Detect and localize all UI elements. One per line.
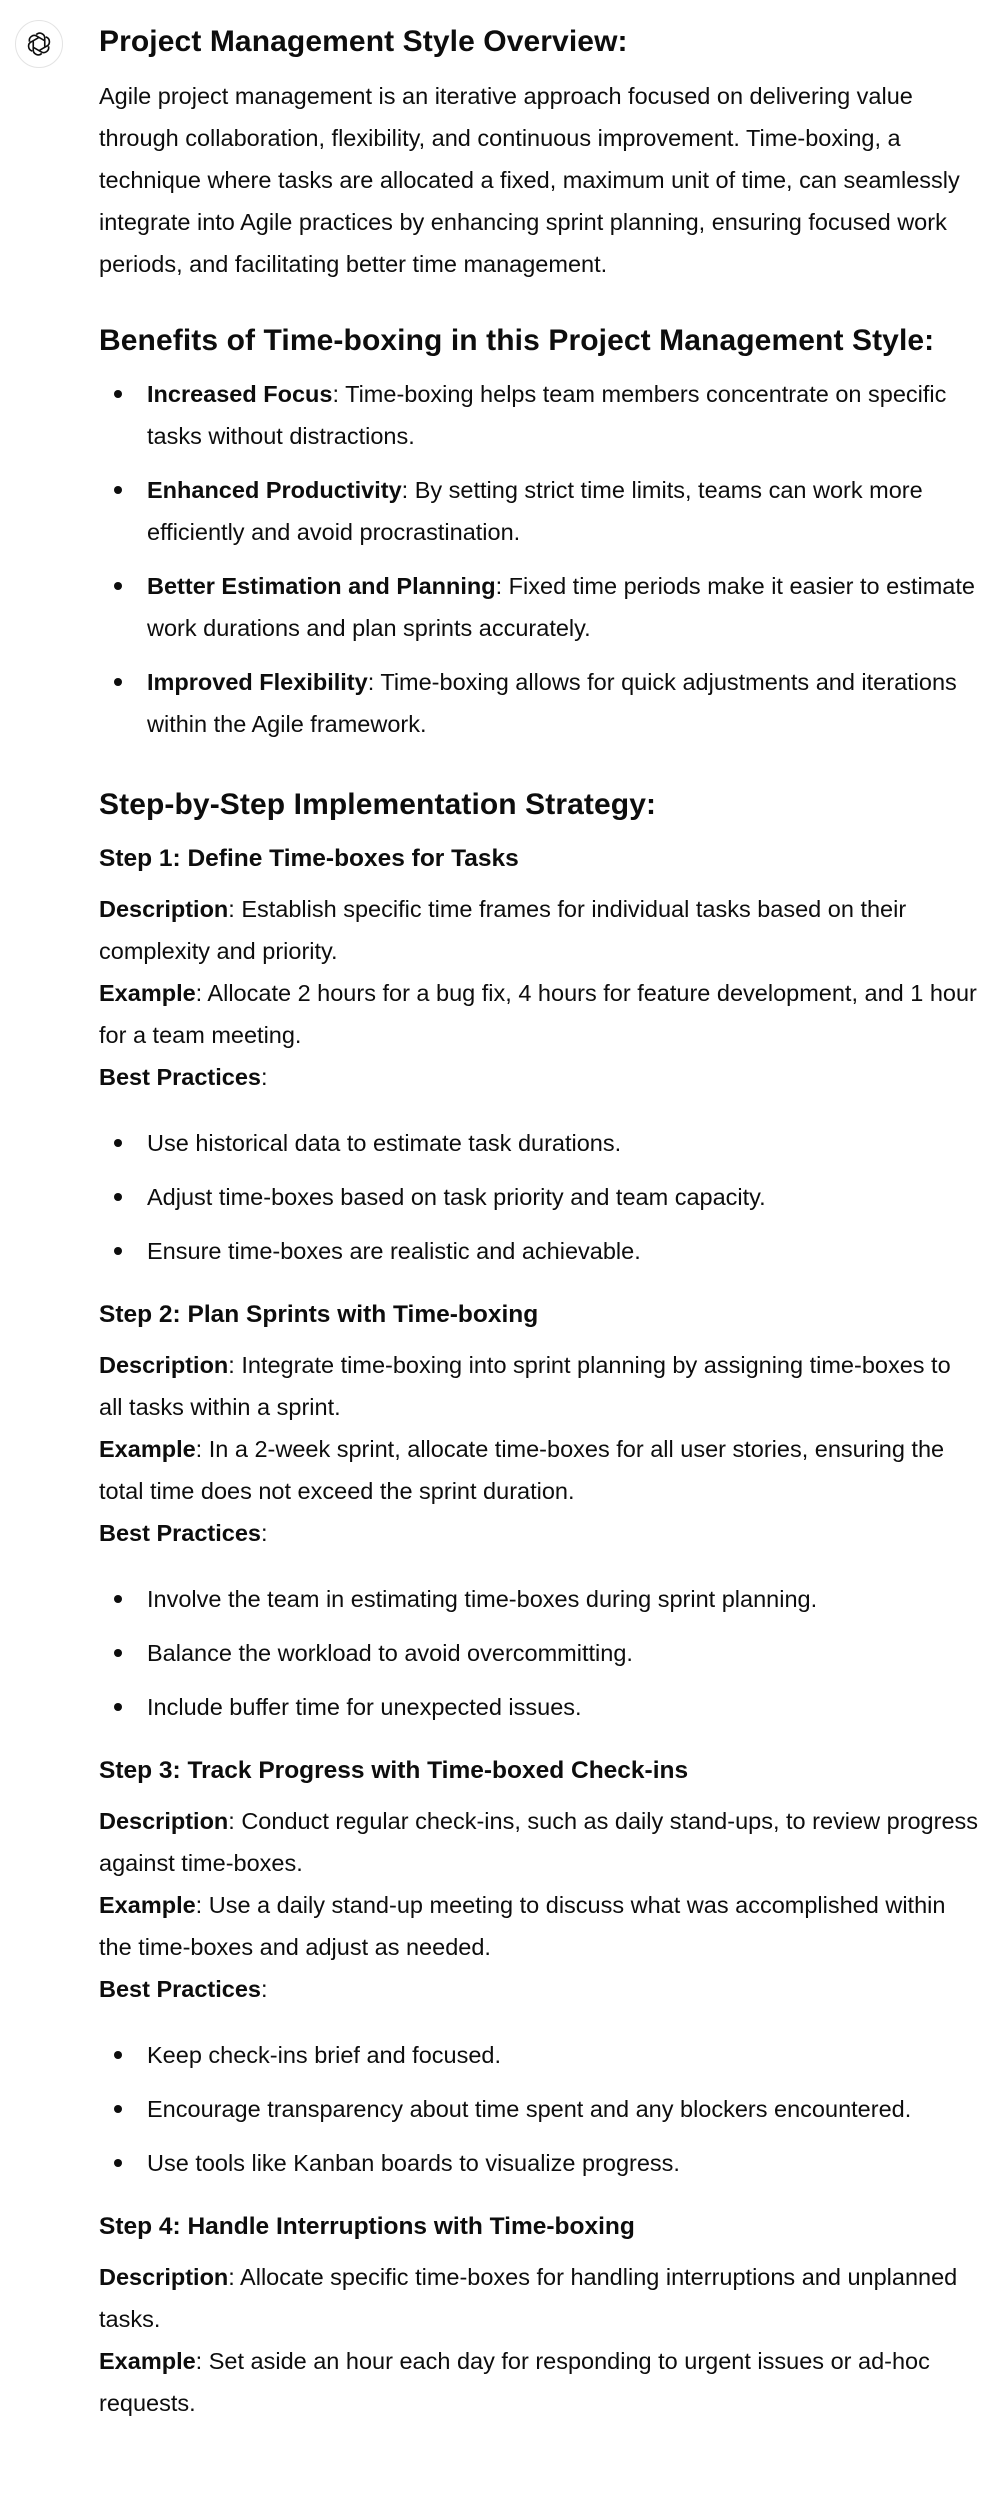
step-example bbox=[99, 1884, 979, 1968]
description-label: Description bbox=[99, 1351, 229, 1378]
step-description bbox=[99, 1344, 979, 1428]
step-title: Step 3: Track Progress with Time-boxed Check-ins bbox=[99, 1756, 689, 1784]
strategy-heading: Step-by-Step Implementation Strategy: bbox=[99, 788, 657, 821]
benefit-item bbox=[99, 373, 979, 457]
step-example bbox=[99, 2340, 979, 2424]
practice-item: Adjust time-boxes based on task priority and team capacity. bbox=[99, 1176, 979, 1218]
assistant-message bbox=[99, 22, 979, 2424]
practice-item: Involve the team in estimating time-boxes during sprint planning. bbox=[99, 1578, 979, 1620]
step-4 bbox=[99, 2206, 979, 2424]
example-label: Example bbox=[99, 1435, 196, 1462]
step-description bbox=[99, 1800, 979, 1884]
openai-logo-icon bbox=[24, 29, 54, 59]
step-title: Step 4: Handle Interruptions with Time-boxing bbox=[99, 2212, 635, 2240]
step-example bbox=[99, 1428, 979, 1512]
description-text: : Allocate specific time-boxes for handling interruptions and unplanned tasks. bbox=[99, 2263, 958, 2332]
step-example bbox=[99, 972, 979, 1056]
example-label: Example bbox=[99, 979, 196, 1006]
step-title: Step 2: Plan Sprints with Time-boxing bbox=[99, 1300, 539, 1328]
benefit-term: Improved Flexibility bbox=[147, 669, 368, 695]
description-text: : Integrate time-boxing into sprint planning by assigning time-boxes to all tasks within a sprint. bbox=[99, 1351, 951, 1420]
benefit-text: : Time-boxing allows for quick adjustments and iterations within the Agile framework. bbox=[147, 669, 957, 737]
description-text: : Establish specific time frames for individual tasks based on their complexity and priority. bbox=[99, 895, 907, 964]
benefit-item bbox=[99, 469, 979, 553]
step-3 bbox=[99, 1750, 979, 2184]
benefit-term: Enhanced Productivity bbox=[147, 477, 402, 503]
best-practices-label: Best Practices bbox=[99, 1519, 261, 1546]
practice-item: Ensure time-boxes are realistic and achievable. bbox=[99, 1230, 979, 1272]
example-label: Example bbox=[99, 1891, 196, 1918]
practice-item: Use historical data to estimate task durations. bbox=[99, 1122, 979, 1164]
description-label: Description bbox=[99, 2263, 229, 2290]
best-practices-line: Best Practices: bbox=[99, 1975, 268, 2002]
best-practices-label: Best Practices bbox=[99, 1063, 261, 1090]
best-practices-label: Best Practices bbox=[99, 1975, 261, 2002]
benefit-item bbox=[99, 661, 979, 745]
step-title: Step 1: Define Time-boxes for Tasks bbox=[99, 844, 519, 872]
benefit-item bbox=[99, 565, 979, 649]
overview-paragraph: Agile project management is an iterative approach focused on delivering value through collaboration, flexibility, and continuous improvement. Time-boxing, a technique where tasks are allocated a fixed, maximum unit of time, can seamlessly integrate into Agile practices by enhancing sprint planning, ensuring focused work periods, and facilitating better time management. bbox=[99, 82, 960, 277]
example-label: Example bbox=[99, 2347, 196, 2374]
step-description bbox=[99, 2256, 979, 2340]
practice-item: Balance the workload to avoid overcommitting. bbox=[99, 1632, 979, 1674]
step-1 bbox=[99, 838, 979, 1272]
description-label: Description bbox=[99, 895, 229, 922]
example-text: : Use a daily stand-up meeting to discuss what was accomplished within the time-boxes and adjust as needed. bbox=[99, 1891, 946, 1960]
best-practices-list bbox=[99, 2034, 979, 2184]
benefit-term: Increased Focus bbox=[147, 381, 333, 407]
description-label: Description bbox=[99, 1807, 229, 1834]
example-text: : Set aside an hour each day for responding to urgent issues or ad-hoc requests. bbox=[99, 2347, 930, 2416]
best-practices-list bbox=[99, 1578, 979, 1728]
step-description bbox=[99, 888, 979, 972]
benefit-text: : Time-boxing helps team members concentrate on specific tasks without distractions. bbox=[147, 381, 947, 449]
practice-item: Include buffer time for unexpected issues. bbox=[99, 1686, 979, 1728]
assistant-avatar bbox=[15, 20, 63, 68]
practice-item: Use tools like Kanban boards to visualize progress. bbox=[99, 2142, 979, 2184]
step-2 bbox=[99, 1294, 979, 1728]
best-practices-line: Best Practices: bbox=[99, 1063, 268, 1090]
benefit-text: : By setting strict time limits, teams can work more efficiently and avoid procrastination. bbox=[147, 477, 923, 545]
benefit-text: : Fixed time periods make it easier to estimate work durations and plan sprints accurately. bbox=[147, 573, 975, 641]
description-text: : Conduct regular check-ins, such as daily stand-ups, to review progress against time-boxes. bbox=[99, 1807, 979, 1876]
example-text: : In a 2-week sprint, allocate time-boxes for all user stories, ensuring the total time does not exceed the sprint duration. bbox=[99, 1435, 945, 1504]
best-practices-line: Best Practices: bbox=[99, 1519, 268, 1546]
practice-item: Keep check-ins brief and focused. bbox=[99, 2034, 979, 2076]
overview-heading: Project Management Style Overview: bbox=[99, 25, 628, 58]
benefits-list bbox=[99, 373, 979, 745]
benefit-term: Better Estimation and Planning bbox=[147, 573, 496, 599]
example-text: : Allocate 2 hours for a bug fix, 4 hours for feature development, and 1 hour for a team meeting. bbox=[99, 979, 977, 1048]
practice-item: Encourage transparency about time spent and any blockers encountered. bbox=[99, 2088, 979, 2130]
benefits-heading: Benefits of Time-boxing in this Project Management Style: bbox=[99, 323, 935, 357]
best-practices-list bbox=[99, 1122, 979, 1272]
